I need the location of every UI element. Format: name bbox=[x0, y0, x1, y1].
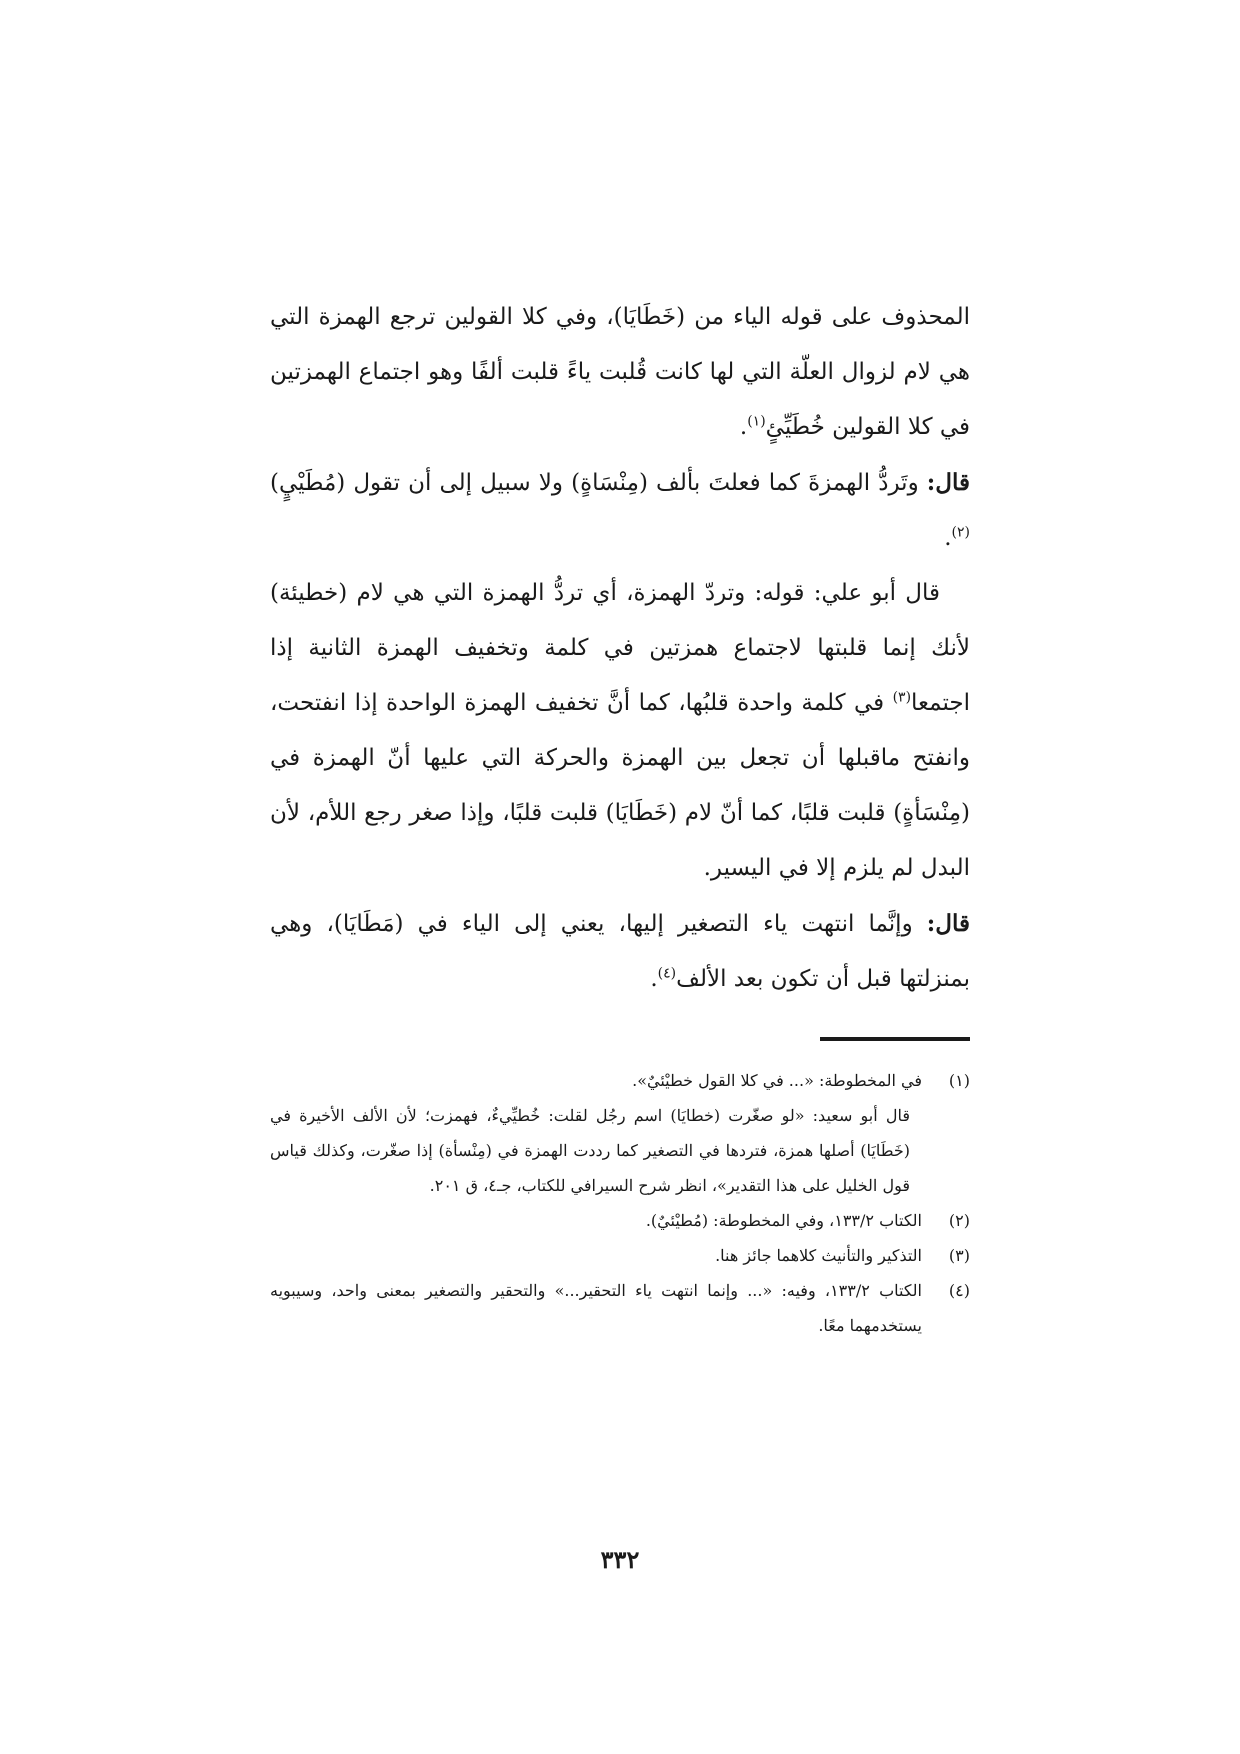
footnote-number: (٢) bbox=[948, 1211, 970, 1230]
footnote-2 bbox=[270, 1203, 970, 1238]
paragraph-2-end: . bbox=[944, 525, 952, 551]
paragraph-3 bbox=[270, 566, 970, 896]
paragraph-4 bbox=[270, 896, 970, 1007]
main-text bbox=[270, 290, 970, 1007]
footnote-divider bbox=[820, 1037, 970, 1041]
paragraph-3-text-a: قال أبو علي: قوله: وتردّ الهمزة، أي تردُّ الهمزة التي هي لام (خطيئة) لأنك إنما قلبتها لاجتماع همزتين في كلمة وتخفيف الهمزة الثانية إذا اجتمعا bbox=[270, 580, 970, 716]
paragraph-1-text: المحذوف على قوله الياء من (خَطَايَا)، وفي كلا القولين ترجع الهمزة التي هي لام لزوال العلّة التي لها كانت قُلبت ياءً قلبت ألفًا وهو اجتماع الهمزتين في كلا القولين خُطَيِّئٍ bbox=[270, 304, 970, 440]
footnote-ref-1: (١) bbox=[747, 413, 766, 430]
footnote-number: (٤) bbox=[948, 1281, 970, 1300]
paragraph-1-end: . bbox=[739, 414, 748, 440]
footnote-number: (١) bbox=[948, 1071, 970, 1090]
footnote-text: التذكير والتأنيث كلاهما جائز هنا. bbox=[715, 1246, 922, 1265]
paragraph-2-text: وتَردُّ الهمزةَ كما فعلتَ بألف (مِنْسَاةٍ) ولا سبيل إلى أن تقول (مُطَيْيٍ) bbox=[270, 470, 927, 496]
document-page bbox=[270, 290, 970, 1343]
paragraph-4-end: . bbox=[650, 966, 658, 992]
footnote-3 bbox=[270, 1238, 970, 1273]
footnote-text: في المخطوطة: «... في كلا القول خطيْئيٌ». bbox=[632, 1071, 922, 1090]
page-number: ٣٣٢ bbox=[600, 1545, 640, 1574]
footnote-text: الكتاب ١٣٣/٢، وفيه: «... وإنما انتهت ياء التحقير...» والتحقير والتصغير بمعنى واحد، وسيبويه يستخدمهما معًا. bbox=[270, 1281, 923, 1335]
paragraph-3-text-b: في كلمة واحدة قلبُها، كما أنَّ تخفيف الهمزة الواحدة إذا انفتحت، وانفتح ماقبلها أن تجعل بين الهمزة والحركة التي عليها أنّ الهمزة في (مِنْسَأةٍ) قلبت قلبًا، كما أنّ لام (خَطَايَا) قلبت قلبًا، وإذا صغر رجع اللأم، لأن البدل لم يلزم إلا في اليسير. bbox=[270, 690, 970, 881]
footnote-ref-2: (٢) bbox=[951, 524, 970, 541]
footnote-ref-4: (٤) bbox=[657, 965, 677, 982]
speaker-label: قال: bbox=[926, 910, 970, 937]
paragraph-1 bbox=[270, 290, 970, 455]
paragraph-4-text: وإنَّما انتهت ياء التصغير إليها، يعني إلى الياء في (مَطَايَا)، وهي بمنزلتها قبل أن تكون بعد الألف bbox=[270, 911, 970, 992]
footnote-text: الكتاب ١٣٣/٢، وفي المخطوطة: (مُطيْئيٌ). bbox=[645, 1211, 922, 1230]
footnote-1 bbox=[270, 1063, 970, 1098]
footnote-1-continuation: قال أبو سعيد: «لو صغّرت (خطايَا) اسم رجُل لقلت: خُطيِّيءٌ، فهمزت؛ لأن الألف الأخيرة في (خَطَايَا) أصلها همزة، فتردها في التصغير كما رددت الهمزة في (مِنْسأة) إذا صغّرت، وكذلك قياس قول الخليل على هذا التقدير»، انظر شرح السيرافي للكتاب، جـ٤، ق ٢٠١. bbox=[270, 1106, 910, 1195]
footnote-4 bbox=[270, 1273, 970, 1343]
footnote-ref-3: (٣) bbox=[892, 689, 912, 706]
paragraph-2 bbox=[270, 455, 970, 566]
footnotes bbox=[270, 1063, 970, 1343]
speaker-label: قال: bbox=[926, 469, 970, 496]
footnote-number: (٣) bbox=[948, 1246, 970, 1265]
